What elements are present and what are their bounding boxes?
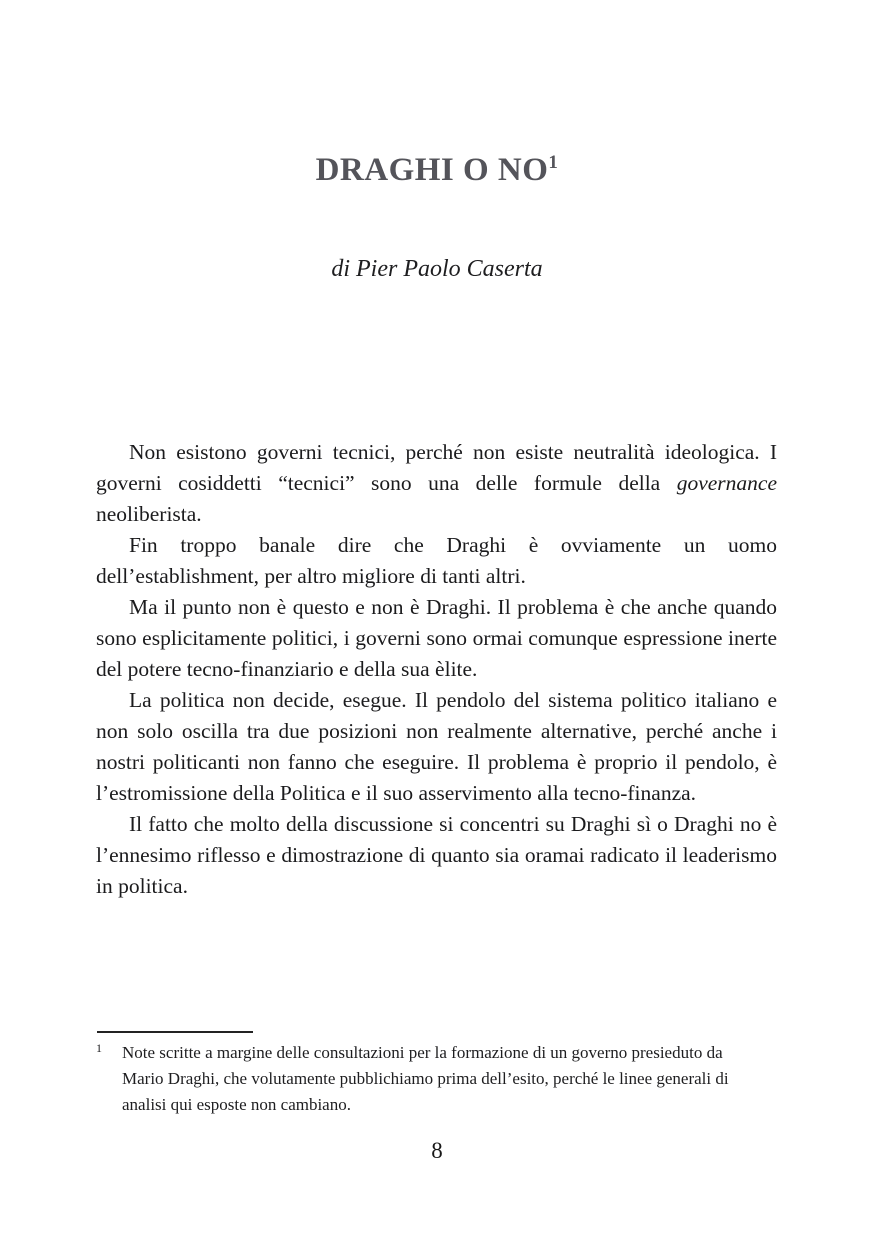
chapter-title-text: DRAGHI O NO [315, 152, 549, 188]
paragraph: Ma il punto non è questo e non è Draghi. Il problema è che anche quando sono esplicitamente politici, i governi sono ormai comunque espressione inerte del potere tecno-finanziario e della sua èlite. [96, 595, 777, 681]
footnote [96, 1040, 742, 1118]
footnote-separator-rule [97, 1031, 253, 1033]
chapter-title [0, 152, 874, 189]
page-number: 8 [431, 1138, 443, 1163]
paragraph: Il fatto che molto della discussione si concentri su Draghi sì o Draghi no è l’ennesimo riflesso e dimostrazione di quanto sia oramai radicato il leaderismo in politica. [96, 812, 777, 898]
body-paragraphs [96, 437, 777, 902]
footnote-text: Note scritte a margine delle consultazioni per la formazione di un governo presieduto da Mario Draghi, che volutamente pubblichiamo prima dell’esito, perché le linee generali di analisi qui esposte non cambiano. [122, 1043, 729, 1114]
paragraph: La politica non decide, esegue. Il pendolo del sistema politico italiano e non solo oscilla tra due posizioni non realmente alternative, perché anche i nostri politicanti non fanno che eseguire. Il problema è proprio il pendolo, è l’estromissione della Politica e il suo asservimento alla tecno-finanza. [96, 688, 777, 805]
chapter-title-footnote-ref: 1 [548, 152, 559, 173]
paragraph: Non esistono governi tecnici, perché non esiste neutralità ideologica. I governi cosiddetti “tecnici” sono una delle formule della governance neoliberista. [96, 440, 777, 526]
footnote-marker: 1 [96, 1041, 102, 1055]
byline: di Pier Paolo Caserta [331, 256, 543, 282]
paragraph: Fin troppo banale dire che Draghi è ovviamente un uomo dell’establishment, per altro migliore di tanti altri. [96, 533, 777, 588]
